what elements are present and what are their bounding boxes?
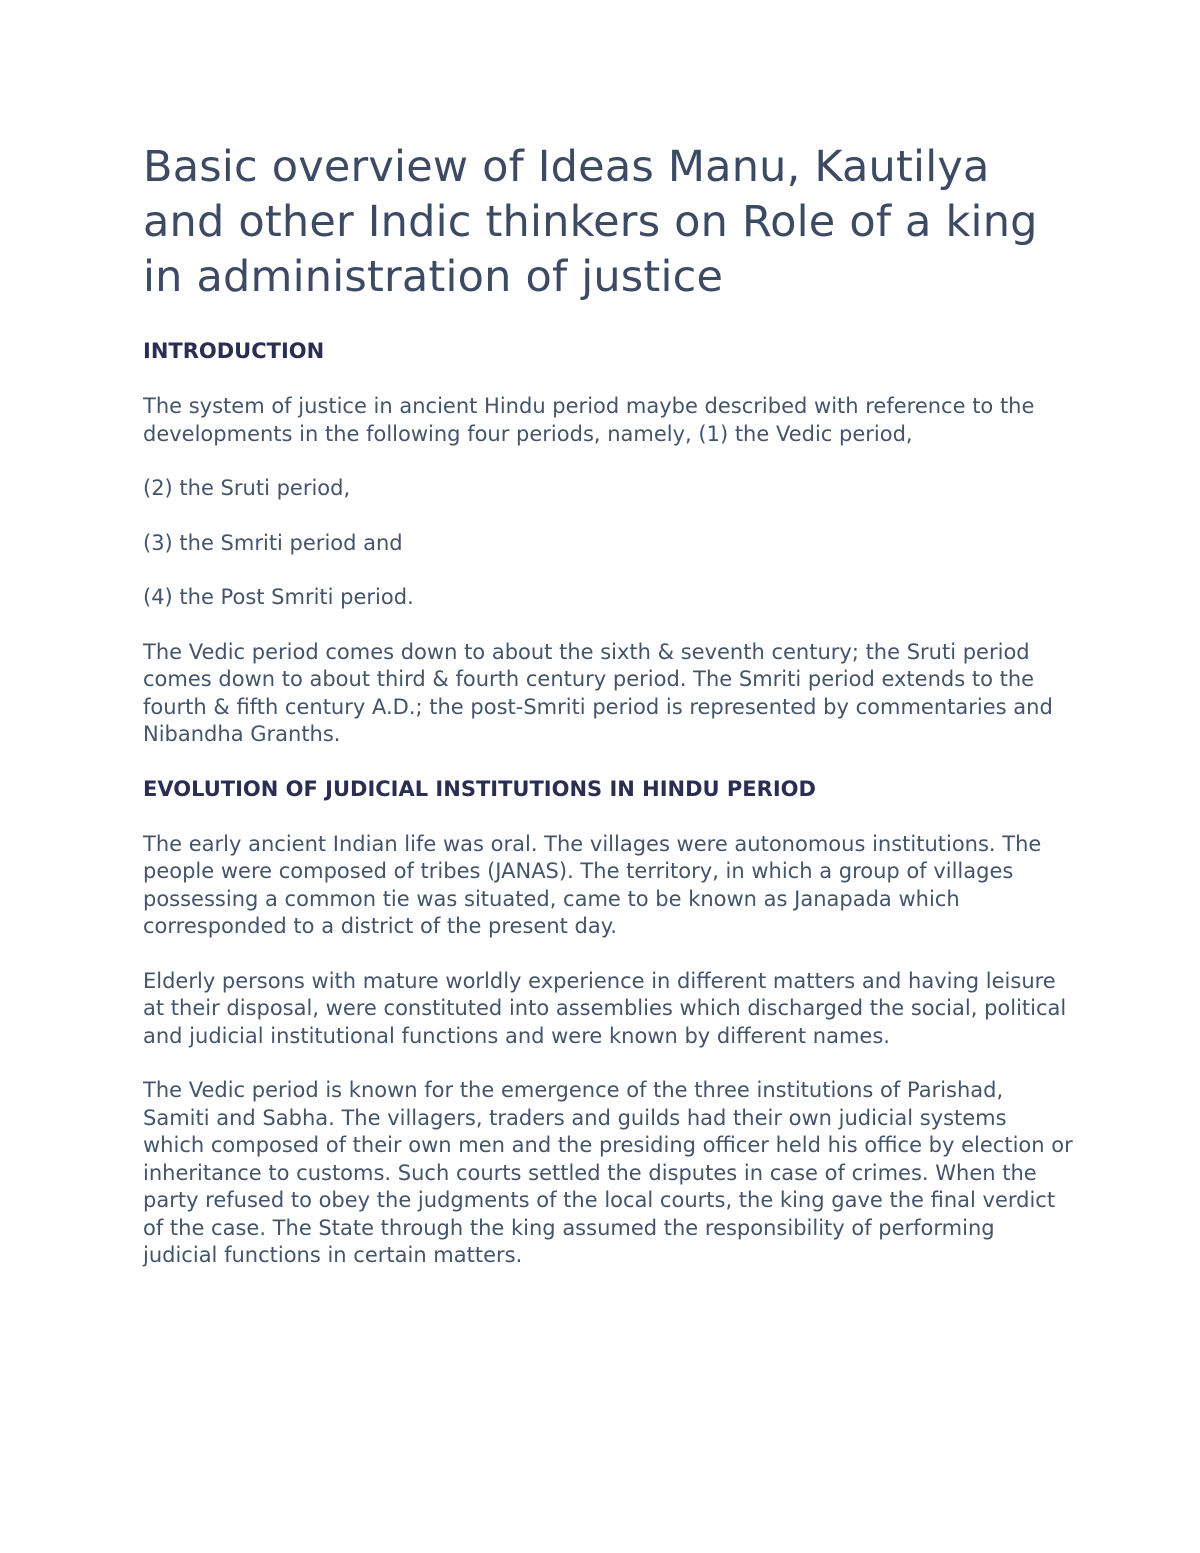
- section-heading-introduction: INTRODUCTION: [143, 339, 325, 363]
- paragraph: The system of justice in ancient Hindu period maybe described with reference to the developments in the following four periods, namely, (1) the Vedic period,: [143, 394, 1035, 446]
- paragraph: (2) the Sruti period,: [143, 476, 351, 500]
- paragraph: (3) the Smriti period and: [143, 530, 403, 555]
- document-title: Basic overview of Ideas Manu, Kautilya and other Indic thinkers on Role of a king in administration of justice: [143, 142, 1038, 302]
- paragraph: (4) the Post Smriti period.: [143, 585, 414, 609]
- paragraph: The Vedic period is known for the emergence of the three institutions of Parishad, Samiti and Sabha. The villagers, traders and guilds had their own judicial systems which composed of their own men and the presiding officer held his office by election or inheritance to customs. Such courts settled the disputes in case of crimes. When the party refused to obey the judgments of the local courts, the king gave the final verdict of the case. The State through the king assumed the responsibility of performing judicial functions in certain matters.: [143, 1078, 1073, 1267]
- paragraph: The Vedic period comes down to about the sixth & seventh century; the Sruti period comes down to about third & fourth century period. The Smriti period extends to the fourth & fifth century A.D.; the post-Smriti period is represented by commentaries and Nibandha Granths.: [143, 639, 1053, 746]
- section-heading-evolution: EVOLUTION OF JUDICIAL INSTITUTIONS IN HINDU PERIOD: [143, 776, 816, 801]
- paragraph: Elderly persons with mature worldly experience in different matters and having leisure at their disposal, were constituted into assemblies which discharged the social, political and judicial institutional functions and were known by different names.: [143, 968, 1067, 1048]
- document-page: [143, 140, 1073, 1297]
- paragraph: The early ancient Indian life was oral. The villages were autonomous institutions. The people were composed of tribes (JANAS). The territory, in which a group of villages possessing a common tie was situated, came to be known as Janapada which corresponded to a district of the present day.: [143, 831, 1042, 938]
